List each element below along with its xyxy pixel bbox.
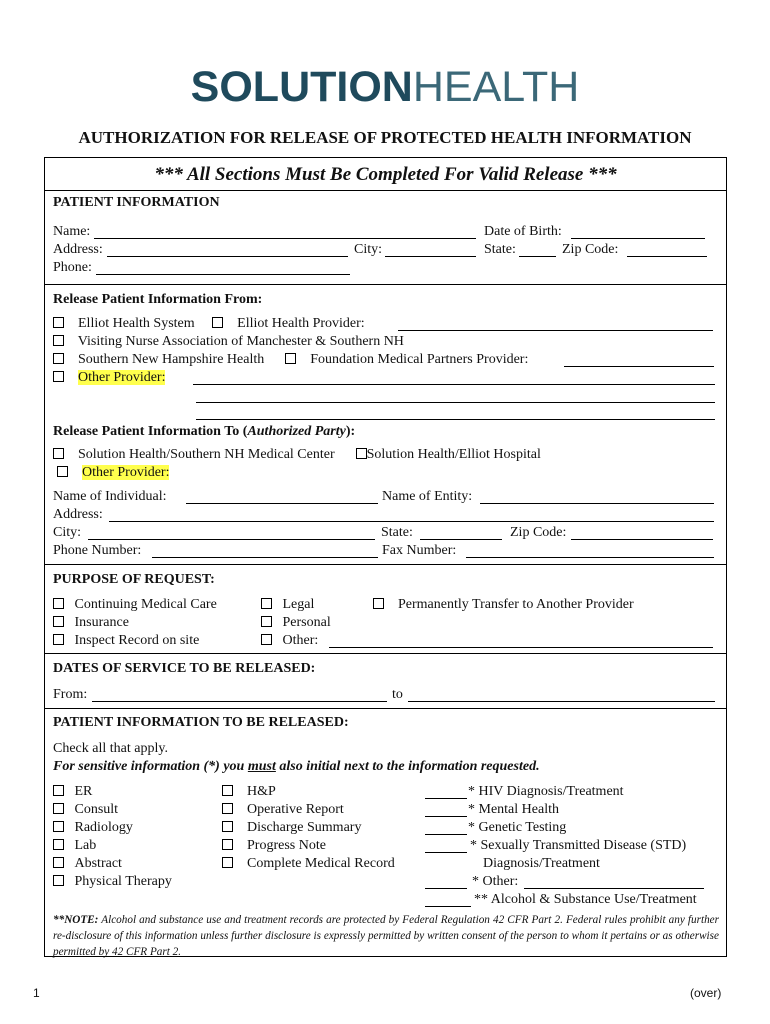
release-to-heading: Release Patient Information To (Authorized Party): [53,424,356,439]
page-number: 1 [33,986,40,1000]
purpose-col-2: Legal Personal Other: [261,597,331,651]
entity-field[interactable] [480,503,714,504]
legal-checkbox[interactable] [261,598,272,609]
lab-checkbox[interactable] [53,839,64,850]
to-state-label: State: [381,525,413,540]
insurance-checkbox[interactable] [53,616,64,627]
divider [44,190,727,191]
other-provider-to-checkbox[interactable] [57,466,68,477]
federal-regulation-note: **NOTE: Alcohol and substance use and treatment records are protected by Federal Regulation 42 CFR Part 2. Federal rules prohibit any further re-disclosure of this information unless further disclosure is expressly permitted by written consent of the person to whom it pertains or as otherwise permitted by 42 CFR Part 2. [53,914,719,958]
over-indicator: (over) [690,986,722,1000]
hp-checkbox[interactable] [222,785,233,796]
other-provider-from-field[interactable] [193,384,715,385]
document-title: AUTHORIZATION FOR RELEASE OF PROTECTED HEALTH INFORMATION [78,128,692,147]
check-all-text: Check all that apply. [53,741,168,756]
fmp-checkbox[interactable] [285,353,296,364]
elliot-provider-checkbox[interactable] [212,317,223,328]
purpose-other-field[interactable] [329,647,713,648]
abstract-checkbox[interactable] [53,857,64,868]
dob-field[interactable] [571,238,705,239]
individual-label: Name of Individual: [53,489,167,504]
hiv-initial-field[interactable] [425,798,467,799]
purpose-heading: PURPOSE OF REQUEST: [53,572,215,587]
purpose-col-1: Continuing Medical Care Insurance Inspect Record on site [53,597,217,651]
to-address-field[interactable] [109,521,714,522]
patient-name-field[interactable] [94,238,476,239]
complete-record-checkbox[interactable] [222,857,233,868]
to-fax-label: Fax Number: [382,543,457,558]
vna-checkbox[interactable] [53,335,64,346]
genetic-initial-field[interactable] [425,834,467,835]
patient-address-field[interactable] [107,256,348,257]
release-from-row-2: Visiting Nurse Association of Manchester & Southern NH [53,334,404,350]
patient-zip-field[interactable] [627,256,707,257]
consult-checkbox[interactable] [53,803,64,814]
info-col-2: H&P Operative Report Discharge Summary Progress Note Complete Medical Record [222,784,395,874]
divider [44,284,727,285]
info-heading: PATIENT INFORMATION TO BE RELEASED: [53,715,349,730]
personal-checkbox[interactable] [261,616,272,627]
to-city-label: City: [53,525,82,540]
to-phone-label: Phone Number: [53,543,142,558]
sensitive-instruction: For sensitive information (*) you must also initial next to the information requested. [53,759,540,774]
operative-report-checkbox[interactable] [222,803,233,814]
std-initial-field[interactable] [425,852,467,853]
sh-elliot-checkbox[interactable] [356,448,367,459]
er-checkbox[interactable] [53,785,64,796]
transfer-checkbox[interactable] [373,598,384,609]
to-address-label: Address: [53,507,103,522]
elliot-system-checkbox[interactable] [53,317,64,328]
alcohol-initial-field[interactable] [425,906,471,907]
to-city-field[interactable] [88,539,375,540]
from-date-field[interactable] [92,701,387,702]
radiology-checkbox[interactable] [53,821,64,832]
alcohol-label: ** Alcohol & Substance Use/Treatment [474,892,697,907]
continuing-care-checkbox[interactable] [53,598,64,609]
dob-label: Date of Birth: [484,224,562,239]
patient-city-label: City: [354,242,383,257]
std-label-2: Diagnosis/Treatment [483,856,600,871]
mental-initial-field[interactable] [425,816,467,817]
dates-heading: DATES OF SERVICE TO BE RELEASED: [53,661,316,676]
release-from-heading: Release Patient Information From: [53,292,263,307]
mental-label: * Mental Health [468,802,559,817]
elliot-provider-field[interactable] [398,330,713,331]
other-provider-from-checkbox[interactable] [53,371,64,382]
genetic-label: * Genetic Testing [468,820,567,835]
other-sensitive-field[interactable] [524,888,704,889]
entity-label: Name of Entity: [382,489,473,504]
sh-snh-checkbox[interactable] [53,448,64,459]
info-col-1: ER Consult Radiology Lab Abstract Physical Therapy [53,784,172,892]
individual-field[interactable] [186,503,378,504]
physical-therapy-checkbox[interactable] [53,875,64,886]
release-from-row-4: Other Provider: [53,370,165,386]
to-phone-field[interactable] [152,557,378,558]
patient-address-label: Address: [53,242,103,257]
to-label: to [392,687,403,702]
to-fax-field[interactable] [466,557,714,558]
other-sensitive-label: * Other: [472,874,519,889]
patient-state-label: State: [484,242,516,257]
other-initial-field[interactable] [425,888,467,889]
divider [44,564,727,565]
inspect-record-checkbox[interactable] [53,634,64,645]
release-from-row-1: Elliot Health System Elliot Health Provider: [53,316,365,332]
progress-note-checkbox[interactable] [222,839,233,850]
divider [44,653,727,654]
patient-phone-field[interactable] [96,274,350,275]
solution-health-logo: SOLUTIONHEALTH [190,63,580,111]
divider [44,708,727,709]
fmp-provider-field[interactable] [564,366,714,367]
to-state-field[interactable] [420,539,502,540]
purpose-other-checkbox[interactable] [261,634,272,645]
other-provider-from-field-3[interactable] [196,419,715,420]
discharge-summary-checkbox[interactable] [222,821,233,832]
to-zip-label: Zip Code: [510,525,567,540]
patient-phone-label: Phone: [53,260,92,275]
completion-banner: *** All Sections Must Be Completed For Valid Release *** [154,164,617,185]
to-zip-field[interactable] [571,539,713,540]
from-label: From: [53,687,88,702]
other-provider-from-field-2[interactable] [196,402,715,403]
release-to-row-1: Solution Health/Southern NH Medical Center Solution Health/Elliot Hospital [53,447,541,463]
patient-name-label: Name: [53,224,91,239]
to-date-field[interactable] [408,701,715,702]
patient-state-field[interactable] [519,256,556,257]
release-to-row-2: Other Provider: [57,465,169,481]
patient-city-field[interactable] [385,256,476,257]
patient-info-heading: PATIENT INFORMATION [53,195,220,210]
hiv-label: * HIV Diagnosis/Treatment [468,784,624,799]
release-from-row-3: Southern New Hampshire Health Foundation Medical Partners Provider: [53,352,528,368]
transfer-row: Permanently Transfer to Another Provider [373,597,634,613]
std-label: * Sexually Transmitted Disease (STD) [470,838,687,853]
snhh-checkbox[interactable] [53,353,64,364]
patient-zip-label: Zip Code: [562,242,619,257]
